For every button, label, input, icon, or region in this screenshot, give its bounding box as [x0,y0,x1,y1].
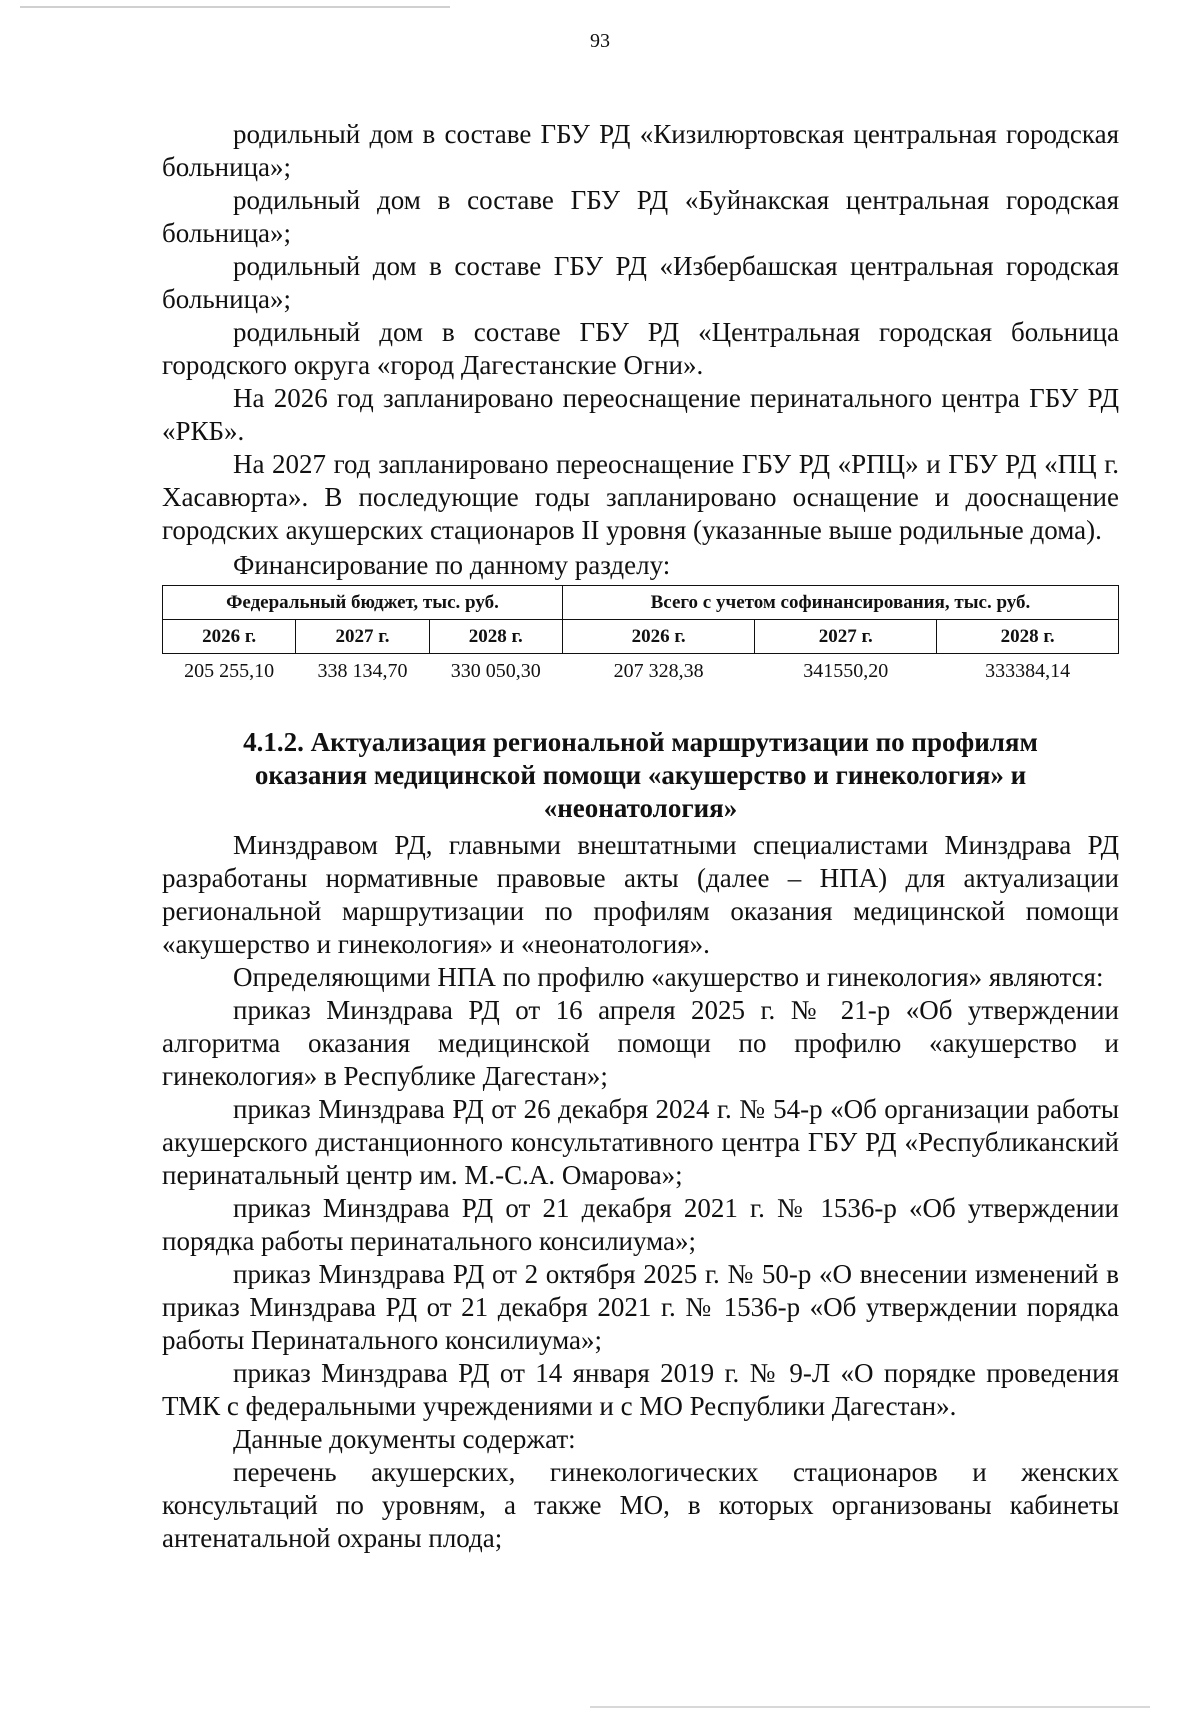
paragraph: Данные документы содержат: [233,1424,576,1454]
table-group-header: Федеральный бюджет, тыс. руб. [163,586,563,620]
table-cell: 333384,14 [985,659,1071,682]
paragraph: приказ Минздрава РД от 21 декабря 2021 г. № 1536-р «Об утверждении порядка работы перинатального консилиума»; [162,1193,1119,1256]
table-year-header: 2027 г. [296,620,429,654]
paragraph: родильный дом в составе ГБУ РД «Кизилюртовская центральная городская больница»; [162,119,1119,182]
scan-artifact-line [20,6,450,8]
page-number: 93 [590,30,610,52]
table-year-row [163,620,1119,654]
paragraph: Определяющими НПА по профилю «акушерство и гинекология» являются: [233,962,1104,992]
table-cell: 207 328,38 [613,659,704,682]
financing-caption: Финансирование по данному разделу: [233,550,671,580]
table-year-header: 2028 г. [429,620,562,654]
paragraph: приказ Минздрава РД от 14 января 2019 г. № 9-Л «О порядке проведения ТМК с федеральными учреждениями и с МО Республики Дагестан». [162,1358,1119,1421]
section-title: 4.1.2. Актуализация региональной маршрутизации по профилям оказания медицинской помощи «акушерство и гинекология» и «неонатология» [243,727,1038,823]
paragraph: На 2026 год запланировано переоснащение перинатального центра ГБУ РД «РКБ». [162,383,1119,446]
paragraph: родильный дом в составе ГБУ РД «Центральная городская больница городского округа «город Дагестанские Огни». [162,317,1119,380]
document-body [162,118,1119,1555]
financing-table [162,585,1119,688]
table-year-header: 2028 г. [937,620,1119,654]
table-row [163,654,1119,689]
table-cell: 341550,20 [803,659,889,682]
paragraph: приказ Минздрава РД от 16 апреля 2025 г. № 21-р «Об утверждении алгоритма оказания медицинской помощи по профилю «акушерство и гинекология» в Республике Дагестан»; [162,995,1119,1091]
paragraph: приказ Минздрава РД от 26 декабря 2024 г. № 54-р «Об организации работы акушерского дистанционного консультативного центра ГБУ РД «Республиканский перинатальный центр им. М.-С.А. Омарова»; [162,1094,1119,1190]
table-group-header-row [163,586,1119,620]
scan-artifact-line [590,1706,1150,1708]
table-year-header: 2026 г. [163,620,296,654]
table-year-header: 2027 г. [755,620,937,654]
paragraph: родильный дом в составе ГБУ РД «Избербашская центральная городская больница»; [162,251,1119,314]
table-year-header: 2026 г. [562,620,754,654]
paragraph: родильный дом в составе ГБУ РД «Буйнакская центральная городская больница»; [162,185,1119,248]
paragraph: перечень акушерских, гинекологических стационаров и женских консультаций по уровням, а также МО, в которых организованы кабинеты антенатальной охраны плода; [162,1457,1119,1553]
table-cell: 205 255,10 [184,659,275,682]
paragraph: приказ Минздрава РД от 2 октября 2025 г. № 50-р «О внесении изменений в приказ Минздрава РД от 21 декабря 2021 г. № 1536-р «Об утверждении порядка работы Перинатального консилиума»; [162,1259,1119,1355]
table-cell: 330 050,30 [450,659,541,682]
paragraph: Минздравом РД, главными внештатными специалистами Минздрава РД разработаны нормативные правовые акты (далее – НПА) для актуализации региональной маршрутизации по профилям оказания медицинской помощи «акушерство и гинекология» и «неонатология». [162,830,1119,959]
paragraph: На 2027 год запланировано переоснащение ГБУ РД «РПЦ» и ГБУ РД «ПЦ г. Хасавюрта». В последующие годы запланировано оснащение и дооснащение городских акушерских стационаров II уровня (указанные выше родильные дома). [162,449,1119,545]
table-cell: 338 134,70 [317,659,408,682]
table-group-header: Всего с учетом софинансирования, тыс. руб. [562,586,1118,620]
